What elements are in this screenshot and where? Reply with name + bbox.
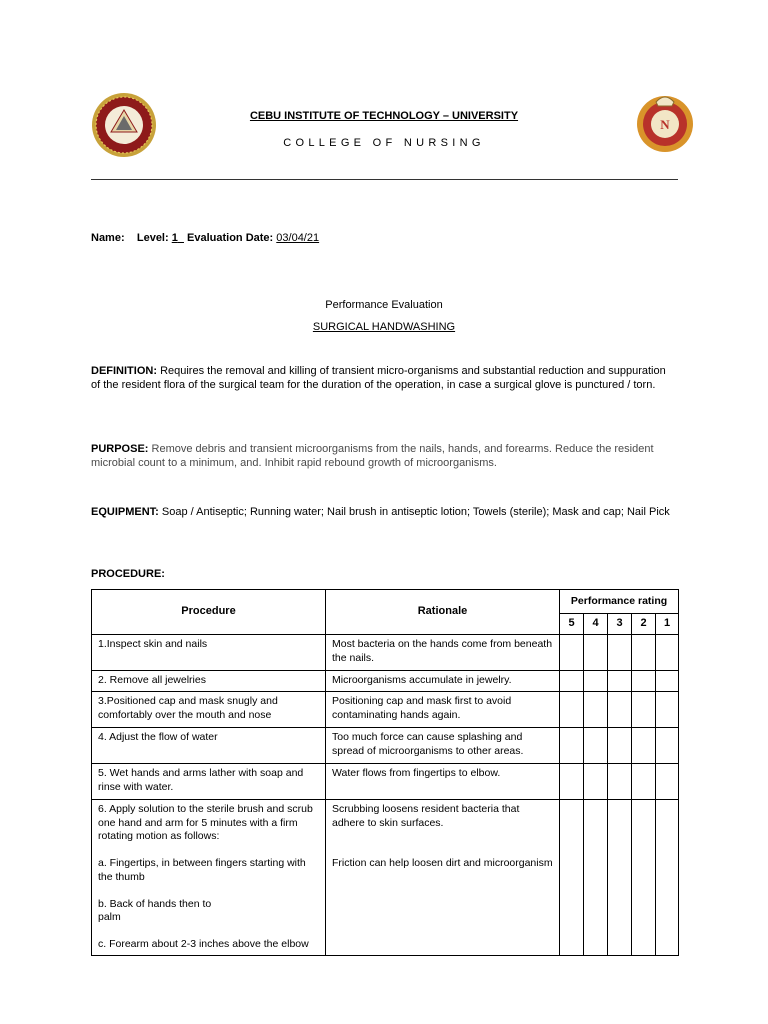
rating-cell[interactable] — [656, 692, 679, 728]
rating-cell[interactable] — [560, 692, 584, 728]
rating-cell[interactable] — [608, 764, 632, 800]
rationale-6-part2: Friction can help loosen dirt and microorganism — [332, 857, 553, 869]
procedure-title: SURGICAL HANDWASHING — [312, 321, 456, 333]
definition-paragraph — [91, 364, 671, 392]
definition-text: Requires the removal and killing of transient micro-organisms and substantial reduction and suppuration of the resident flora of the surgical team for the duration of the operation, in case a surgical glove is punctured / torn. — [91, 365, 666, 391]
rating-cell[interactable] — [632, 800, 656, 956]
rating-cell[interactable] — [560, 635, 584, 671]
rating-cell[interactable] — [608, 728, 632, 764]
procedure-column-header: Procedure — [92, 590, 326, 635]
rating-cell[interactable] — [608, 800, 632, 956]
rating-cell[interactable] — [632, 692, 656, 728]
level-value: 1 — [171, 232, 178, 244]
rating-5-header: 5 — [560, 614, 584, 635]
rating-cell[interactable] — [632, 671, 656, 692]
performance-rating-header: Performance rating — [560, 590, 679, 614]
procedure-step-6b: b. Back of hands then to — [98, 897, 212, 910]
procedure-step-6: 6. Apply solution to the sterile brush and scrub one hand and arm for 5 minutes with a firm rotating motion as follows: — [98, 803, 313, 842]
rating-cell[interactable] — [632, 728, 656, 764]
table-row — [92, 764, 679, 800]
table-row — [92, 671, 679, 692]
date-label: Evaluation Date: — [187, 232, 274, 244]
procedure-table — [91, 589, 679, 956]
procedure-step-6c: c. Forearm about 2-3 inches above the elbow — [98, 938, 309, 950]
rating-cell[interactable] — [656, 800, 679, 956]
svg-text:N: N — [660, 117, 670, 132]
rating-cell[interactable] — [560, 764, 584, 800]
college-name: COLLEGE OF NURSING — [283, 137, 485, 149]
rating-cell[interactable] — [584, 692, 608, 728]
rating-cell[interactable] — [584, 671, 608, 692]
rating-4-header: 4 — [584, 614, 608, 635]
rating-1-header: 1 — [656, 614, 679, 635]
rating-3-header: 3 — [608, 614, 632, 635]
rating-cell[interactable] — [608, 635, 632, 671]
rationale-cell: Microorganisms accumulate in jewelry. — [326, 671, 560, 692]
rating-cell[interactable] — [560, 671, 584, 692]
equipment-text: Soap / Antiseptic; Running water; Nail brush in antiseptic lotion; Towels (sterile); Mask and cap; Nail Pick — [161, 506, 670, 518]
rating-cell[interactable] — [560, 728, 584, 764]
procedure-cell: 1.Inspect skin and nails — [92, 635, 326, 671]
procedure-cell: 2. Remove all jewelries — [92, 671, 326, 692]
rating-cell[interactable] — [584, 728, 608, 764]
purpose-text: Remove debris and transient microorganisms from the nails, hands, and forearms. Reduce the resident microbial count to a minimum, and. Inhibit rapid rebound growth of microorganisms. — [91, 443, 654, 469]
procedure-step-6b-cont: palm — [98, 911, 121, 923]
rating-cell[interactable] — [632, 764, 656, 800]
rating-cell[interactable] — [584, 635, 608, 671]
evaluation-title: Performance Evaluation — [325, 299, 443, 311]
rating-cell[interactable] — [560, 800, 584, 956]
definition-label: DEFINITION: — [91, 365, 157, 377]
procedure-cell: 4. Adjust the flow of water — [92, 728, 326, 764]
table-row — [92, 728, 679, 764]
purpose-paragraph — [91, 442, 671, 470]
procedure-cell: 5. Wet hands and arms lather with soap and rinse with water. — [92, 764, 326, 800]
level-label: Level: — [136, 232, 169, 244]
rating-cell[interactable] — [656, 635, 679, 671]
rationale-cell: Most bacteria on the hands come from beneath the nails. — [326, 635, 560, 671]
rationale-cell: Positioning cap and mask first to avoid contaminating hands again. — [326, 692, 560, 728]
equipment-label: EQUIPMENT: — [91, 506, 159, 518]
procedure-cell — [92, 800, 326, 956]
purpose-label: PURPOSE: — [91, 443, 149, 455]
institution-name: CEBU INSTITUTE OF TECHNOLOGY – UNIVERSITY — [249, 110, 519, 122]
table-row — [92, 692, 679, 728]
rating-cell[interactable] — [656, 728, 679, 764]
equipment-paragraph — [91, 505, 671, 519]
rating-cell[interactable] — [584, 764, 608, 800]
rating-cell[interactable] — [656, 671, 679, 692]
table-row — [92, 800, 679, 956]
name-label: Name: — [91, 232, 125, 244]
rating-cell[interactable] — [608, 692, 632, 728]
rating-cell[interactable] — [656, 764, 679, 800]
rating-2-header: 2 — [632, 614, 656, 635]
procedure-heading: PROCEDURE: — [91, 568, 165, 580]
date-value: 03/04/21 — [276, 232, 320, 244]
rating-cell[interactable] — [608, 671, 632, 692]
rationale-cell — [326, 800, 560, 956]
student-info-line — [91, 232, 319, 244]
table-row — [92, 635, 679, 671]
rationale-6-part1: Scrubbing loosens resident bacteria that adhere to skin surfaces. — [332, 803, 520, 829]
rating-cell[interactable] — [584, 800, 608, 956]
rationale-cell: Water flows from fingertips to elbow. — [326, 764, 560, 800]
rationale-cell: Too much force can cause splashing and spread of microorganisms to other areas. — [326, 728, 560, 764]
procedure-step-6a: a. Fingertips, in between fingers starting with the thumb — [98, 857, 306, 883]
rationale-column-header: Rationale — [326, 590, 560, 635]
rating-cell[interactable] — [632, 635, 656, 671]
header-divider — [91, 179, 678, 180]
procedure-cell: 3.Positioned cap and mask snugly and comfortably over the mouth and nose — [92, 692, 326, 728]
